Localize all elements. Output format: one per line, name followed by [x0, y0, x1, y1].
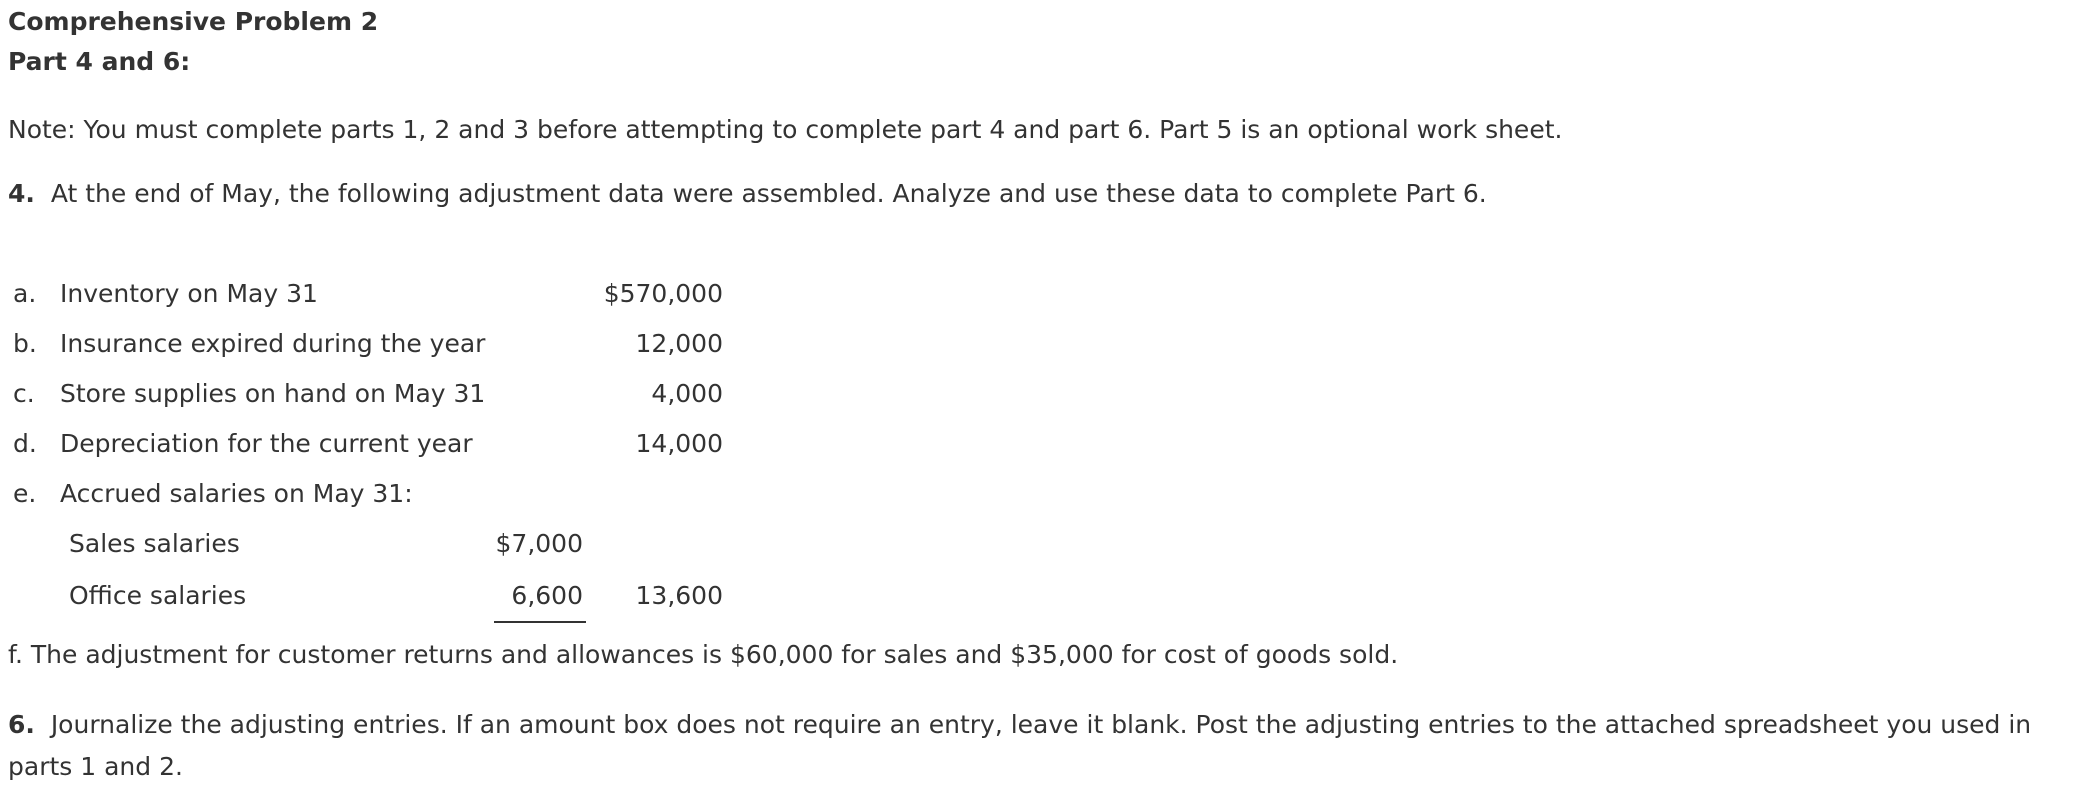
adjustment-row-b: [0, 329, 740, 369]
row-amount: 12,000: [635, 329, 723, 358]
adjustment-subrow-office-salaries: [0, 581, 740, 621]
question-4-number: 4.: [8, 179, 35, 208]
row-amount: $570,000: [603, 279, 723, 308]
sub-row-amount: $7,000: [495, 529, 583, 558]
row-amount: 14,000: [635, 429, 723, 458]
adjustment-subrow-sales-salaries: [0, 529, 740, 569]
item-f-text: f. The adjustment for customer returns and allowances is $60,000 for sales and $35,000 for cost of goods sold.: [8, 640, 1399, 669]
row-label: Depreciation for the current year: [60, 429, 473, 458]
row-letter: c.: [13, 379, 35, 408]
sub-row-amount: 6,600: [511, 581, 583, 610]
row-letter: a.: [13, 279, 37, 308]
row-label: Accrued salaries on May 31:: [60, 479, 413, 508]
row-label: Store supplies on hand on May 31: [60, 379, 486, 408]
question-4: [8, 179, 1487, 208]
page-title: Comprehensive Problem 2: [8, 7, 379, 36]
row-letter: d.: [13, 429, 37, 458]
sub-row-label: Office salaries: [69, 581, 247, 610]
row-amount: 4,000: [651, 379, 723, 408]
page-subtitle: Part 4 and 6:: [8, 47, 191, 76]
question-4-text: At the end of May, the following adjustment data were assembled. Analyze and use these data to complete Part 6.: [50, 179, 1487, 208]
question-6-text: Journalize the adjusting entries. If an amount box does not require an entry, leave it blank. Post the adjusting entries to the attached spreadsheet you used in parts 1 and 2.: [8, 710, 2032, 781]
row-letter: e.: [13, 479, 37, 508]
adjustment-row-c: [0, 379, 740, 419]
row-total-amount: 13,600: [635, 581, 723, 610]
question-6-number: 6.: [8, 710, 35, 739]
subtotal-underline: [494, 621, 586, 623]
row-label: Insurance expired during the year: [60, 329, 486, 358]
note-text: Note: You must complete parts 1, 2 and 3 before attempting to complete part 4 and part 6. Part 5 is an optional work sheet.: [8, 115, 1563, 144]
sub-row-label: Sales salaries: [69, 529, 240, 558]
adjustment-row-a: [0, 279, 740, 319]
row-letter: b.: [13, 329, 37, 358]
adjustment-row-d: [0, 429, 740, 469]
row-label: Inventory on May 31: [60, 279, 318, 308]
question-6: [8, 704, 2078, 786]
adjustment-row-e: [0, 479, 740, 519]
